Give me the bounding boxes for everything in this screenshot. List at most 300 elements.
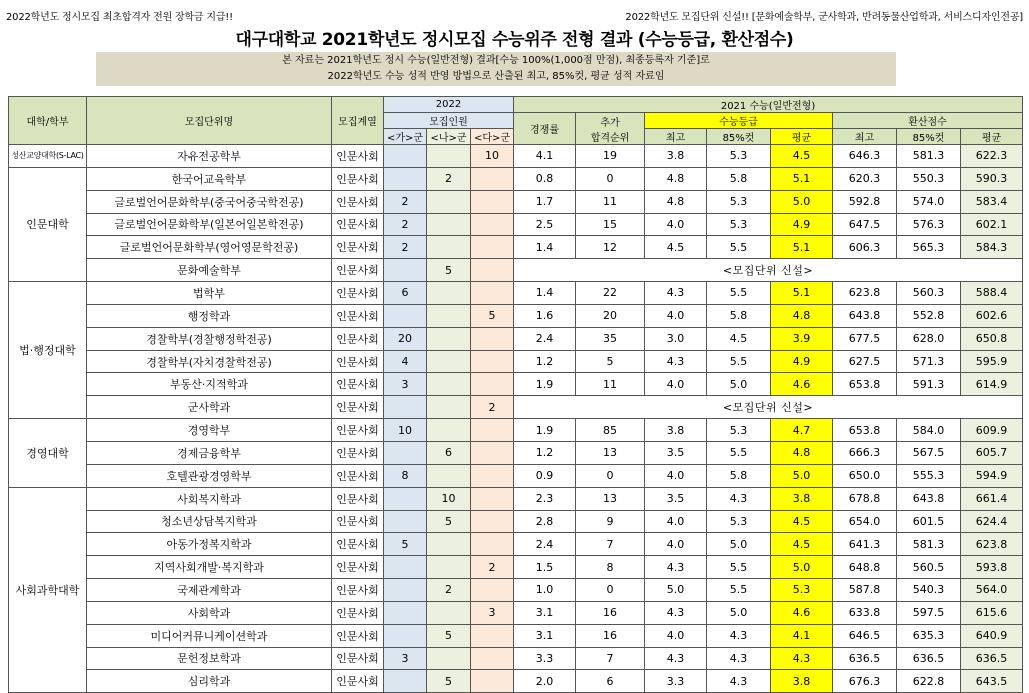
table-row — [9, 579, 1023, 602]
description-line-1: 본 자료는 2021학년도 정시 수능(일반전형) 결과[수능 100%(1,000점 만점), 최종등록자 기준]로 — [282, 55, 710, 66]
grade-avg: 5.1 — [771, 282, 833, 305]
extra-rank: 0 — [576, 579, 645, 602]
quota-na — [427, 396, 471, 419]
score-avg: 590.3 — [961, 167, 1023, 190]
quota-na — [427, 601, 471, 624]
score-max: 587.8 — [833, 579, 897, 602]
header-extra-top: 추가 — [600, 117, 620, 129]
table-row — [9, 533, 1023, 556]
score-85: 565.3 — [897, 236, 961, 259]
quota-da — [471, 419, 514, 442]
extra-rank: 12 — [576, 236, 645, 259]
table-row — [9, 464, 1023, 487]
header-score-max: 최고 — [833, 129, 897, 145]
competition-rate: 1.7 — [514, 190, 576, 213]
grade-max: 3.8 — [645, 145, 707, 168]
score-avg: 623.8 — [961, 533, 1023, 556]
competition-rate: 0.9 — [514, 464, 576, 487]
quota-na — [427, 282, 471, 305]
quota-ga: 6 — [384, 282, 427, 305]
quota-da — [471, 167, 514, 190]
score-85: 560.5 — [897, 556, 961, 579]
header-score: 환산점수 — [833, 113, 1023, 129]
page-title: 대구대학교 2021학년도 정시모집 수능위주 전형 결과 (수능등급, 환산점수) — [235, 30, 794, 50]
quota-da — [471, 533, 514, 556]
table-row — [9, 624, 1023, 647]
quota-da — [471, 441, 514, 464]
unit-name: 군사학과 — [87, 396, 332, 419]
grade-max: 4.8 — [645, 190, 707, 213]
track-cell: 인문사회 — [332, 145, 384, 168]
grade-85: 5.5 — [707, 556, 771, 579]
table-row — [9, 373, 1023, 396]
score-85: 576.3 — [897, 213, 961, 236]
extra-rank: 13 — [576, 487, 645, 510]
quota-na — [427, 236, 471, 259]
extra-rank: 7 — [576, 533, 645, 556]
grade-avg: 4.3 — [771, 647, 833, 670]
table-row — [9, 396, 1023, 419]
score-max: 676.3 — [833, 670, 897, 693]
header-2021: 2021 수능(일반전형) — [514, 97, 1023, 113]
track-cell: 인문사회 — [332, 419, 384, 442]
extra-rank: 20 — [576, 304, 645, 327]
score-85: 574.0 — [897, 190, 961, 213]
track-cell: 인문사회 — [332, 304, 384, 327]
track-cell: 인문사회 — [332, 167, 384, 190]
unit-name: 경영학부 — [87, 419, 332, 442]
unit-name: 법학부 — [87, 282, 332, 305]
competition-rate: 4.1 — [514, 145, 576, 168]
score-avg: 605.7 — [961, 441, 1023, 464]
score-85: 584.0 — [897, 419, 961, 442]
extra-rank: 8 — [576, 556, 645, 579]
quota-da: 5 — [471, 304, 514, 327]
score-max: 633.8 — [833, 601, 897, 624]
new-units-notice: 2022학년도 모집단위 신설!! [문화예술학부, 군사학과, 반려동물산업학과, 서비스디자인전공] — [625, 12, 1023, 23]
grade-85: 4.3 — [707, 624, 771, 647]
header-grade-85: 85%컷 — [707, 129, 771, 145]
score-max: 653.8 — [833, 373, 897, 396]
table-row — [9, 282, 1023, 305]
grade-avg: 5.3 — [771, 579, 833, 602]
grade-85: 5.5 — [707, 579, 771, 602]
grade-max: 4.3 — [645, 556, 707, 579]
score-max: 677.5 — [833, 327, 897, 350]
grade-85: 5.3 — [707, 510, 771, 533]
grade-max: 4.0 — [645, 304, 707, 327]
quota-na — [427, 533, 471, 556]
unit-name: 미디어커뮤니케이션학과 — [87, 624, 332, 647]
quota-ga — [384, 624, 427, 647]
table-row — [9, 601, 1023, 624]
score-max: 643.8 — [833, 304, 897, 327]
grade-85: 5.5 — [707, 236, 771, 259]
track-cell: 인문사회 — [332, 282, 384, 305]
score-85: 591.3 — [897, 373, 961, 396]
grade-avg: 4.8 — [771, 441, 833, 464]
extra-rank: 16 — [576, 624, 645, 647]
quota-na: 6 — [427, 441, 471, 464]
quota-ga — [384, 670, 427, 693]
header-unit: 모집단위명 — [87, 97, 332, 145]
grade-85: 5.3 — [707, 190, 771, 213]
score-avg: 640.9 — [961, 624, 1023, 647]
track-cell: 인문사회 — [332, 373, 384, 396]
unit-name: 부동산·지적학과 — [87, 373, 332, 396]
quota-na — [427, 213, 471, 236]
quota-na — [427, 327, 471, 350]
score-avg: 624.4 — [961, 510, 1023, 533]
score-85: 571.3 — [897, 350, 961, 373]
track-cell: 인문사회 — [332, 464, 384, 487]
score-85: 601.5 — [897, 510, 961, 533]
table-row — [9, 259, 1023, 282]
unit-name: 경찰학부(경찰행정학전공) — [87, 327, 332, 350]
quota-na: 10 — [427, 487, 471, 510]
college-cell: 법·행정대학 — [9, 282, 87, 419]
track-cell: 인문사회 — [332, 579, 384, 602]
unit-name: 심리학과 — [87, 670, 332, 693]
quota-ga: 3 — [384, 647, 427, 670]
competition-rate: 1.2 — [514, 350, 576, 373]
competition-rate: 2.0 — [514, 670, 576, 693]
grade-max: 4.0 — [645, 510, 707, 533]
competition-rate: 1.0 — [514, 579, 576, 602]
score-85: 581.3 — [897, 533, 961, 556]
grade-85: 5.3 — [707, 213, 771, 236]
competition-rate: 2.4 — [514, 327, 576, 350]
score-avg: 615.6 — [961, 601, 1023, 624]
track-cell: 인문사회 — [332, 533, 384, 556]
extra-rank: 6 — [576, 670, 645, 693]
score-max: 654.0 — [833, 510, 897, 533]
table-row — [9, 236, 1023, 259]
unit-name: 호텔관광경영학부 — [87, 464, 332, 487]
unit-name: 자유전공학부 — [87, 145, 332, 168]
score-max: 646.5 — [833, 624, 897, 647]
grade-max: 4.0 — [645, 464, 707, 487]
college-cell: 사회과학대학 — [9, 487, 87, 693]
score-avg: 643.5 — [961, 670, 1023, 693]
score-avg: 593.8 — [961, 556, 1023, 579]
college-cell: 성산교양대학(S-LAC) — [9, 145, 87, 168]
grade-avg: 4.9 — [771, 350, 833, 373]
quota-da — [471, 670, 514, 693]
quota-ga — [384, 556, 427, 579]
college-cell: 인문대학 — [9, 167, 87, 281]
score-avg: 595.9 — [961, 350, 1023, 373]
unit-name: 글로벌언어문화학부(영어영문학전공) — [87, 236, 332, 259]
quota-da — [471, 647, 514, 670]
track-cell: 인문사회 — [332, 624, 384, 647]
quota-na — [427, 304, 471, 327]
score-avg: 588.4 — [961, 282, 1023, 305]
table-row — [9, 327, 1023, 350]
table-row — [9, 487, 1023, 510]
score-max: 666.3 — [833, 441, 897, 464]
scholarship-notice: 2022학년도 정시모집 최초합격자 전원 장학금 지급!! — [6, 12, 233, 23]
extra-rank: 16 — [576, 601, 645, 624]
unit-name: 문화예술학부 — [87, 259, 332, 282]
quota-ga — [384, 510, 427, 533]
quota-ga: 2 — [384, 213, 427, 236]
competition-rate: 1.6 — [514, 304, 576, 327]
header-na: <나>군 — [427, 129, 471, 145]
extra-rank: 0 — [576, 464, 645, 487]
grade-max: 3.8 — [645, 419, 707, 442]
grade-85: 5.8 — [707, 304, 771, 327]
quota-ga — [384, 487, 427, 510]
grade-85: 5.0 — [707, 533, 771, 556]
score-85: 628.0 — [897, 327, 961, 350]
grade-85: 5.3 — [707, 145, 771, 168]
header-grade: 수능등급 — [645, 113, 833, 129]
quota-ga — [384, 601, 427, 624]
competition-rate: 1.5 — [514, 556, 576, 579]
extra-rank: 0 — [576, 167, 645, 190]
header-extra-bottom: 합격순위 — [590, 132, 630, 144]
competition-rate: 3.1 — [514, 601, 576, 624]
quota-da — [471, 510, 514, 533]
extra-rank: 5 — [576, 350, 645, 373]
quota-da — [471, 624, 514, 647]
competition-rate: 1.9 — [514, 419, 576, 442]
competition-rate: 1.2 — [514, 441, 576, 464]
track-cell: 인문사회 — [332, 487, 384, 510]
quota-ga: 3 — [384, 373, 427, 396]
header-track: 모집계열 — [332, 97, 384, 145]
grade-avg: 3.8 — [771, 670, 833, 693]
grade-max: 4.0 — [645, 213, 707, 236]
grade-max: 4.8 — [645, 167, 707, 190]
grade-avg: 3.9 — [771, 327, 833, 350]
quota-ga — [384, 396, 427, 419]
grade-avg: 4.6 — [771, 373, 833, 396]
grade-max: 4.5 — [645, 236, 707, 259]
quota-na — [427, 373, 471, 396]
track-cell: 인문사회 — [332, 327, 384, 350]
grade-85: 4.5 — [707, 327, 771, 350]
unit-name: 사회복지학과 — [87, 487, 332, 510]
table-row — [9, 670, 1023, 693]
score-85: 643.8 — [897, 487, 961, 510]
grade-avg: 5.0 — [771, 190, 833, 213]
competition-rate: 2.3 — [514, 487, 576, 510]
score-avg: 609.9 — [961, 419, 1023, 442]
header-2022: 2022 — [384, 97, 514, 113]
score-85: 540.3 — [897, 579, 961, 602]
quota-da — [471, 259, 514, 282]
quota-da: 2 — [471, 396, 514, 419]
unit-name: 사회학과 — [87, 601, 332, 624]
competition-rate: 1.4 — [514, 282, 576, 305]
grade-max: 3.0 — [645, 327, 707, 350]
unit-name: 글로벌언어문화학부(일본어일본학전공) — [87, 213, 332, 236]
score-avg: 583.4 — [961, 190, 1023, 213]
score-85: 555.3 — [897, 464, 961, 487]
score-85: 552.8 — [897, 304, 961, 327]
quota-da — [471, 464, 514, 487]
grade-max: 4.3 — [645, 647, 707, 670]
header-quota: 모집인원 — [384, 113, 514, 129]
quota-na — [427, 464, 471, 487]
score-max: 606.3 — [833, 236, 897, 259]
unit-name: 경찰학부(자치경찰학전공) — [87, 350, 332, 373]
score-max: 620.3 — [833, 167, 897, 190]
unit-name: 아동가정복지학과 — [87, 533, 332, 556]
grade-85: 5.3 — [707, 419, 771, 442]
header-college: 대학/학부 — [9, 97, 87, 145]
grade-85: 5.5 — [707, 441, 771, 464]
competition-rate: 2.4 — [514, 533, 576, 556]
grade-avg: 4.6 — [771, 601, 833, 624]
quota-da — [471, 236, 514, 259]
quota-na: 5 — [427, 624, 471, 647]
new-unit-note: <모집단위 신설> — [514, 396, 1023, 419]
track-cell: 인문사회 — [332, 601, 384, 624]
grade-85: 5.5 — [707, 350, 771, 373]
score-85: 581.3 — [897, 145, 961, 168]
quota-ga: 10 — [384, 419, 427, 442]
college-cell: 경영대학 — [9, 419, 87, 488]
table-row — [9, 441, 1023, 464]
quota-ga — [384, 304, 427, 327]
quota-na: 2 — [427, 167, 471, 190]
competition-rate: 3.1 — [514, 624, 576, 647]
grade-avg: 4.5 — [771, 145, 833, 168]
track-cell: 인문사회 — [332, 350, 384, 373]
score-avg: 584.3 — [961, 236, 1023, 259]
grade-avg: 4.8 — [771, 304, 833, 327]
score-85: 550.3 — [897, 167, 961, 190]
header-extra — [576, 113, 645, 145]
grade-avg: 4.5 — [771, 533, 833, 556]
grade-avg: 4.7 — [771, 419, 833, 442]
grade-max: 4.0 — [645, 373, 707, 396]
quota-da: 2 — [471, 556, 514, 579]
grade-85: 4.3 — [707, 647, 771, 670]
quota-na — [427, 556, 471, 579]
score-max: 627.5 — [833, 350, 897, 373]
grade-avg: 4.5 — [771, 510, 833, 533]
grade-max: 3.5 — [645, 487, 707, 510]
grade-85: 4.3 — [707, 487, 771, 510]
score-avg: 602.6 — [961, 304, 1023, 327]
unit-name: 문헌정보학과 — [87, 647, 332, 670]
quota-ga — [384, 441, 427, 464]
quota-da — [471, 190, 514, 213]
score-85: 560.3 — [897, 282, 961, 305]
score-85: 622.8 — [897, 670, 961, 693]
score-max: 623.8 — [833, 282, 897, 305]
quota-na: 5 — [427, 670, 471, 693]
grade-max: 3.5 — [645, 441, 707, 464]
grade-max: 5.0 — [645, 579, 707, 602]
quota-ga — [384, 167, 427, 190]
grade-85: 5.8 — [707, 167, 771, 190]
score-85: 597.5 — [897, 601, 961, 624]
extra-rank: 7 — [576, 647, 645, 670]
grade-avg: 4.1 — [771, 624, 833, 647]
score-avg: 602.1 — [961, 213, 1023, 236]
extra-rank: 11 — [576, 373, 645, 396]
unit-name: 국제관계학과 — [87, 579, 332, 602]
grade-85: 5.0 — [707, 373, 771, 396]
score-max: 653.8 — [833, 419, 897, 442]
competition-rate: 1.4 — [514, 236, 576, 259]
quota-na — [427, 647, 471, 670]
extra-rank: 15 — [576, 213, 645, 236]
track-cell: 인문사회 — [332, 190, 384, 213]
quota-ga: 2 — [384, 236, 427, 259]
quota-ga — [384, 259, 427, 282]
grade-max: 4.3 — [645, 601, 707, 624]
competition-rate: 2.8 — [514, 510, 576, 533]
unit-name: 한국어교육학부 — [87, 167, 332, 190]
table-row — [9, 419, 1023, 442]
extra-rank: 19 — [576, 145, 645, 168]
table-row — [9, 350, 1023, 373]
quota-ga: 2 — [384, 190, 427, 213]
score-max: 647.5 — [833, 213, 897, 236]
grade-avg: 5.1 — [771, 167, 833, 190]
score-avg: 594.9 — [961, 464, 1023, 487]
quota-da — [471, 350, 514, 373]
track-cell: 인문사회 — [332, 510, 384, 533]
score-avg: 636.5 — [961, 647, 1023, 670]
competition-rate: 0.8 — [514, 167, 576, 190]
new-unit-note: <모집단위 신설> — [514, 259, 1023, 282]
header-grade-max: 최고 — [645, 129, 707, 145]
track-cell: 인문사회 — [332, 396, 384, 419]
description-box — [96, 52, 896, 86]
table-row — [9, 304, 1023, 327]
score-avg: 622.3 — [961, 145, 1023, 168]
grade-max: 4.3 — [645, 282, 707, 305]
unit-name: 글로벌언어문화학부(중국어중국학전공) — [87, 190, 332, 213]
unit-name: 지역사회개발·복지학과 — [87, 556, 332, 579]
score-max: 650.0 — [833, 464, 897, 487]
table-row — [9, 510, 1023, 533]
unit-name: 행정학과 — [87, 304, 332, 327]
quota-na — [427, 145, 471, 168]
quota-na: 2 — [427, 579, 471, 602]
score-avg: 564.0 — [961, 579, 1023, 602]
grade-max: 3.3 — [645, 670, 707, 693]
quota-ga: 20 — [384, 327, 427, 350]
competition-rate: 3.3 — [514, 647, 576, 670]
quota-na: 5 — [427, 259, 471, 282]
grade-85: 5.5 — [707, 282, 771, 305]
table-row — [9, 213, 1023, 236]
unit-name: 경제금융학부 — [87, 441, 332, 464]
grade-avg: 5.1 — [771, 236, 833, 259]
grade-avg: 5.0 — [771, 556, 833, 579]
score-85: 635.3 — [897, 624, 961, 647]
track-cell: 인문사회 — [332, 647, 384, 670]
quota-da — [471, 213, 514, 236]
quota-da: 10 — [471, 145, 514, 168]
header-grade-avg: 평균 — [771, 129, 833, 145]
header-da: <다>군 — [471, 129, 514, 145]
quota-da — [471, 327, 514, 350]
quota-da — [471, 487, 514, 510]
table-row — [9, 167, 1023, 190]
quota-na — [427, 190, 471, 213]
header-competition: 경쟁률 — [514, 113, 576, 145]
track-cell: 인문사회 — [332, 670, 384, 693]
